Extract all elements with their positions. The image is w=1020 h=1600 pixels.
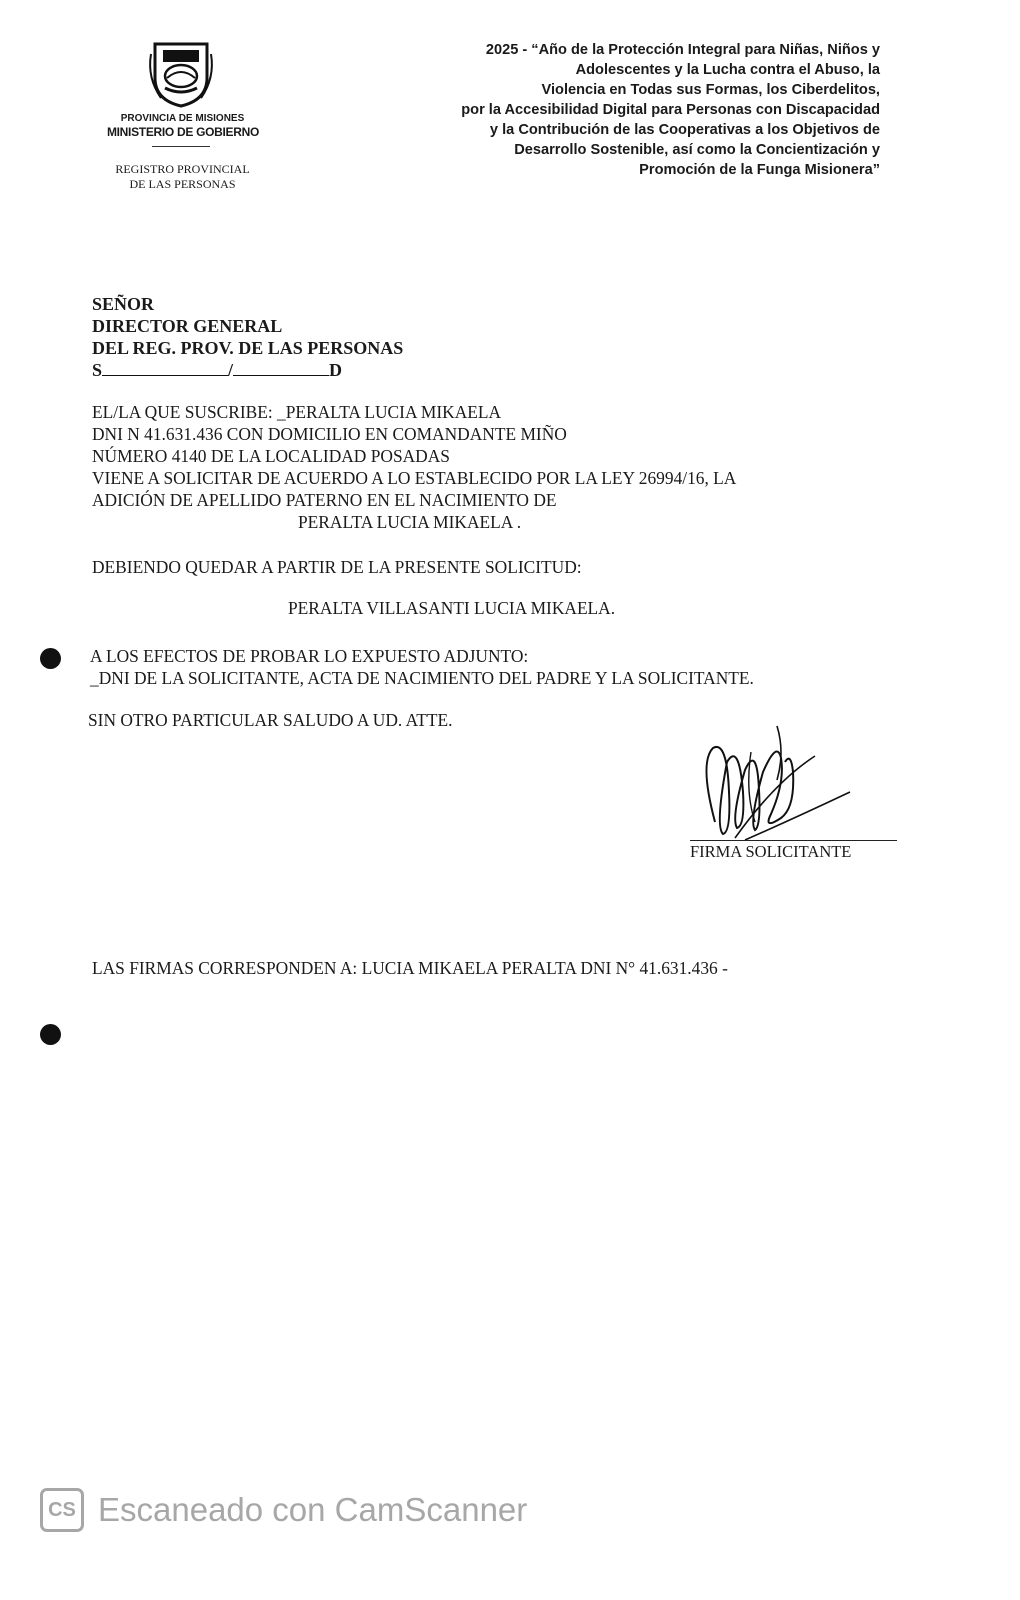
addressee-block	[92, 293, 403, 381]
body-line: A LOS EFECTOS DE PROBAR LO EXPUESTO ADJUNTO:	[90, 646, 529, 666]
body-line: VIENE A SOLICITAR DE ACUERDO A LO ESTABLECIDO POR LA LEY 26994/16, LA	[92, 468, 737, 488]
misiones-coat-of-arms-icon	[145, 38, 217, 110]
motto-line: Adolescentes y la Lucha contra el Abuso, la	[575, 62, 880, 78]
body-line: NÚMERO 4140 DE LA LOCALIDAD POSADAS	[92, 446, 450, 466]
motto-line: Violencia en Todas sus Formas, los Ciberdelitos,	[541, 82, 880, 98]
motto-line: y la Contribución de las Cooperativas a los Objetivos de	[489, 122, 880, 138]
registry-name	[95, 162, 270, 192]
motto-line: Promoción de la Funga Misionera”	[639, 162, 880, 178]
resulting-name: PERALTA VILLASANTI LUCIA MIKAELA.	[288, 598, 616, 618]
body-line: _DNI DE LA SOLICITANTE, ACTA DE NACIMIENTO DEL PADRE Y LA SOLICITANTE.	[90, 668, 754, 688]
sd-line	[92, 359, 403, 381]
motto-line: Desarrollo Sostenible, así como la Concientización y	[514, 142, 880, 158]
body-line: ADICIÓN DE APELLIDO PATERNO EN EL NACIMIENTO DE	[92, 490, 557, 510]
signature-line	[690, 840, 897, 841]
body-line: PERALTA LUCIA MIKAELA .	[298, 512, 522, 532]
registry-line-2: DE LAS PERSONAS	[129, 177, 236, 191]
resulting-name-intro: DEBIENDO QUEDAR A PARTIR DE LA PRESENTE SOLICITUD:	[92, 557, 582, 577]
camscanner-watermark: Escaneado con CamScanner	[98, 1491, 528, 1528]
d-letter: D	[329, 360, 343, 380]
addressee-line: DEL REG. PROV. DE LAS PERSONAS	[92, 338, 404, 358]
addressee-line: SEÑOR	[92, 294, 155, 314]
punch-hole-mark	[40, 1024, 61, 1045]
closing-line: SIN OTRO PARTICULAR SALUDO A UD. ATTE.	[88, 710, 453, 730]
slash: /	[228, 360, 234, 380]
addressee-line: DIRECTOR GENERAL	[92, 316, 283, 336]
signature-attribution: LAS FIRMAS CORRESPONDEN A: LUCIA MIKAELA PERALTA DNI N° 41.631.436 -	[92, 958, 728, 978]
handwritten-signature	[685, 722, 900, 847]
body-line: DNI N 41.631.436 CON DOMICILIO EN COMANDANTE MIÑO	[92, 424, 567, 444]
request-paragraph	[92, 401, 736, 533]
official-year-motto	[330, 40, 880, 180]
registry-line-1: REGISTRO PROVINCIAL	[115, 162, 250, 176]
motto-line: por la Accesibilidad Digital para Personas con Discapacidad	[461, 102, 880, 118]
motto-line: 2025 - “Año de la Protección Integral para Niñas, Niños y	[485, 42, 880, 58]
letterhead-divider	[152, 146, 210, 147]
province-name: PROVINCIA DE MISIONES	[120, 113, 245, 124]
body-line: EL/LA QUE SUSCRIBE: _PERALTA LUCIA MIKAELA	[92, 402, 502, 422]
punch-hole-mark	[40, 648, 61, 669]
blank-line	[102, 361, 228, 376]
camscanner-logo: CS	[40, 1488, 84, 1532]
evidence-paragraph	[90, 645, 754, 689]
ministry-name: MINISTERIO DE GOBIERNO	[106, 125, 260, 139]
s-letter: S	[92, 360, 103, 380]
blank-line	[233, 361, 329, 376]
signature-label: FIRMA SOLICITANTE	[690, 842, 852, 861]
